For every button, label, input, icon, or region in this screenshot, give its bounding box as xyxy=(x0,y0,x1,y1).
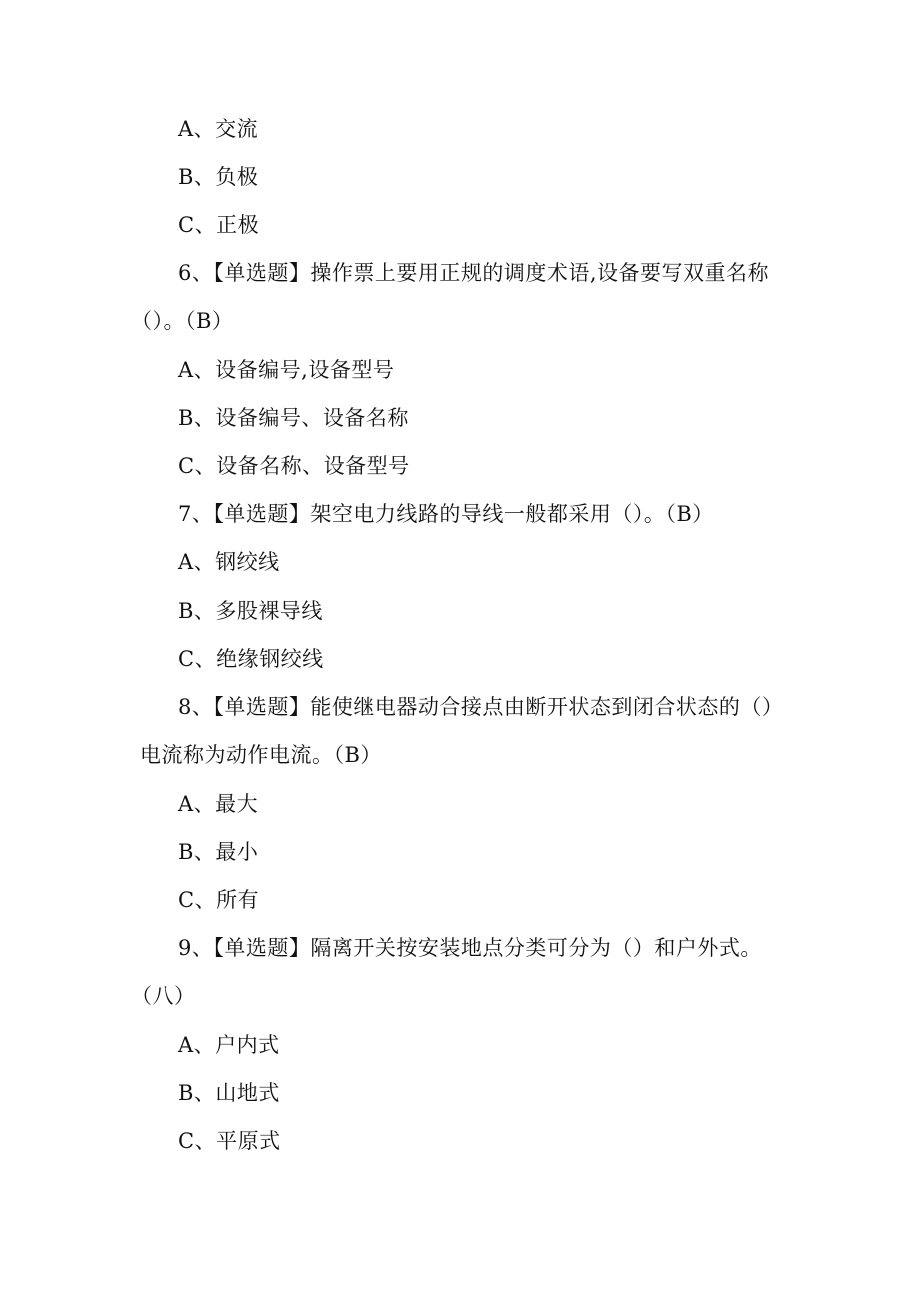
option-a: A、最大 xyxy=(178,792,259,816)
option-b: B、负极 xyxy=(178,165,259,189)
question-8: 8、【单选题】能使继电器动合接点由断开状态到闭合状态的（） xyxy=(178,695,784,719)
question-6-continuation: （）。（B） xyxy=(131,309,234,333)
option-b: B、设备编号、设备名称 xyxy=(178,406,409,430)
question-7: 7、【单选题】架空电力线路的导线一般都采用（）。（B） xyxy=(178,502,714,526)
option-b: B、山地式 xyxy=(178,1081,280,1105)
question-8-continuation: 电流称为动作电流。（B） xyxy=(140,743,382,767)
option-b: B、多股裸导线 xyxy=(178,599,323,623)
option-c: C、绝缘钢绞线 xyxy=(178,647,324,671)
option-a: A、交流 xyxy=(178,117,259,141)
option-c: C、所有 xyxy=(178,888,260,912)
option-a: A、设备编号,设备型号 xyxy=(178,358,395,382)
option-a: A、钢绞线 xyxy=(178,550,280,574)
option-b: B、最小 xyxy=(178,840,259,864)
question-9: 9、【单选题】隔离开关按安装地点分类可分为（）和户外式。 xyxy=(178,936,762,960)
option-c: C、正极 xyxy=(178,213,260,237)
question-6: 6、【单选题】操作票上要用正规的调度术语,设备要写双重名称 xyxy=(178,261,770,285)
question-9-continuation: （八） xyxy=(131,984,196,1008)
option-c: C、设备名称、设备型号 xyxy=(178,454,410,478)
option-a: A、户内式 xyxy=(178,1033,280,1057)
option-c: C、平原式 xyxy=(178,1129,281,1153)
